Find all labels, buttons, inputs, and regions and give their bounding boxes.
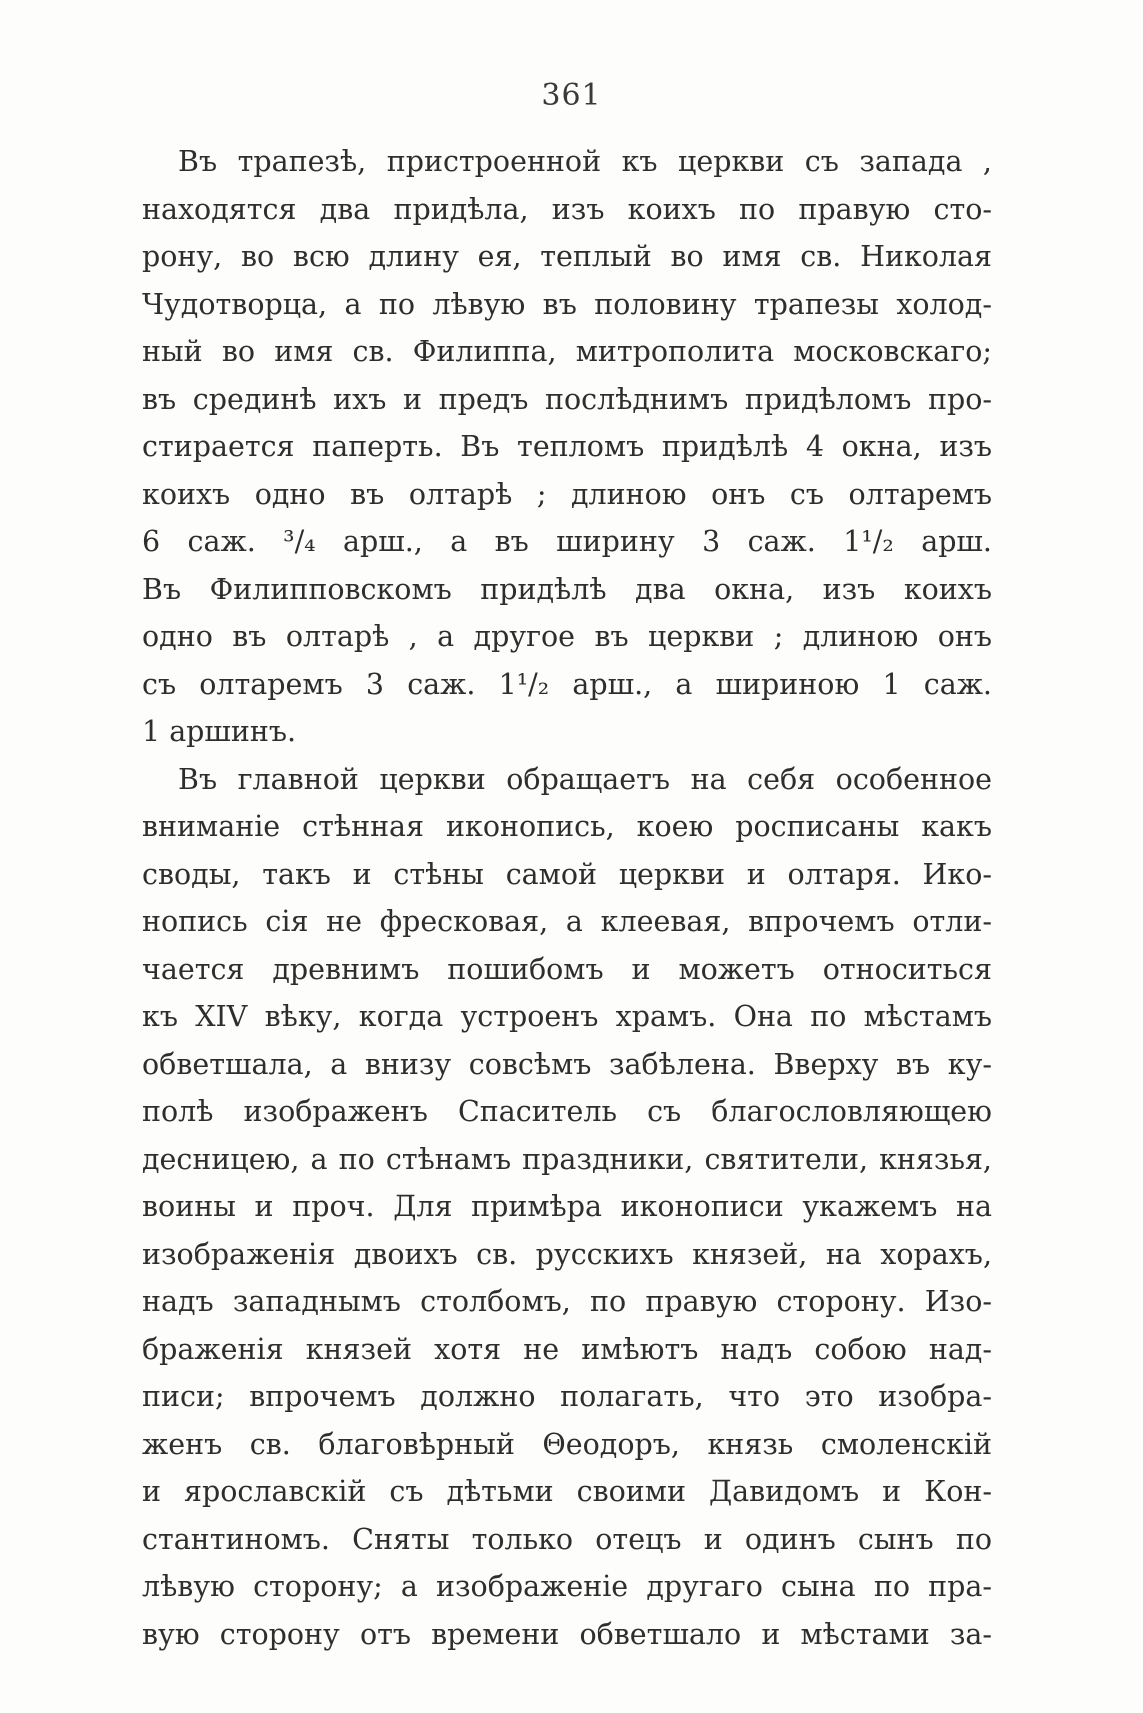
text-line: ный во имя св. Филиппа, митрополита московскаго;: [142, 335, 992, 368]
text-line: женъ св. благовѣрный Θеодоръ, князь смоленскій: [142, 1427, 992, 1461]
text-line: Въ Филипповскомъ придѣлѣ два окна, изъ коихъ: [142, 572, 992, 606]
text-line: нопись сія не фресковая, а клеевая, впрочемъ отли-: [142, 905, 992, 938]
text-line: одно въ олтарѣ , а другое въ церкви ; длиною онъ: [142, 620, 992, 653]
text-line: браженія князей хотя не имѣютъ надъ собою над-: [142, 1332, 992, 1366]
text-line: стантиномъ. Сняты только отецъ и одинъ сынъ по: [142, 1522, 992, 1556]
text-line: воины и проч. Для примѣра иконописи укажемъ на: [142, 1190, 992, 1223]
paragraph-2: [142, 756, 992, 1659]
body-text: [142, 138, 992, 1658]
text-line: находятся два придѣла, изъ коихъ по правую сто-: [142, 192, 992, 226]
text-line: 6 саж. ³/₄ арш., а въ ширину 3 саж. 1¹/₂ арш.: [142, 525, 992, 558]
text-line: полѣ изображенъ Спаситель съ благословляющею: [142, 1095, 992, 1128]
text-line: 1 аршинъ.: [142, 715, 297, 748]
text-line: писи; впрочемъ должно полагать, что это изобра-: [142, 1380, 992, 1413]
text-line: лѣвую сторону; а изображеніе другаго сына по пра-: [142, 1570, 992, 1603]
text-line: десницею, а по стѣнамъ праздники, святители, князья,: [142, 1142, 992, 1176]
text-line: Въ трапезѣ, пристроенной къ церкви съ запада ,: [178, 145, 992, 178]
text-line: и ярославскій съ дѣтьми своими Давидомъ и Кон-: [142, 1475, 992, 1508]
text-line: Въ главной церкви обращаетъ на себя особенное: [178, 762, 992, 796]
text-line: чается древнимъ пошибомъ и можетъ относиться: [142, 952, 992, 986]
text-line: надъ западнымъ столбомъ, по правую сторону. Изо-: [142, 1285, 992, 1318]
text-line: рону, во всю длину ея, теплый во имя св. Николая: [142, 240, 992, 273]
text-line: къ XIV вѣку, когда устроенъ храмъ. Она по мѣстамъ: [142, 1000, 992, 1033]
text-line: стирается паперть. Въ тепломъ придѣлѣ 4 окна, изъ: [142, 430, 992, 463]
text-line: съ олтаремъ 3 саж. 1¹/₂ арш., а шириною 1 саж.: [142, 667, 992, 701]
text-line: обветшала, а внизу совсѣмъ забѣлена. Вверху въ ку-: [142, 1047, 992, 1081]
paragraph-1: [142, 138, 992, 756]
text-line: Чудотворца, а по лѣвую въ половину трапезы холод-: [142, 287, 992, 321]
text-line: вниманіе стѣнная иконопись, коею росписаны какъ: [142, 810, 992, 843]
text-line: коихъ одно въ олтарѣ ; длиною онъ съ олтаремъ: [142, 477, 992, 511]
text-line: въ срединѣ ихъ и предъ послѣднимъ придѣломъ про-: [142, 382, 992, 416]
text-line: вую сторону отъ времени обветшало и мѣстами за-: [142, 1617, 992, 1651]
page-number: 361: [541, 78, 602, 113]
text-line: своды, такъ и стѣны самой церкви и олтаря. Ико-: [142, 857, 992, 891]
text-line: изображенія двоихъ св. русскихъ князей, на хорахъ,: [142, 1237, 992, 1271]
